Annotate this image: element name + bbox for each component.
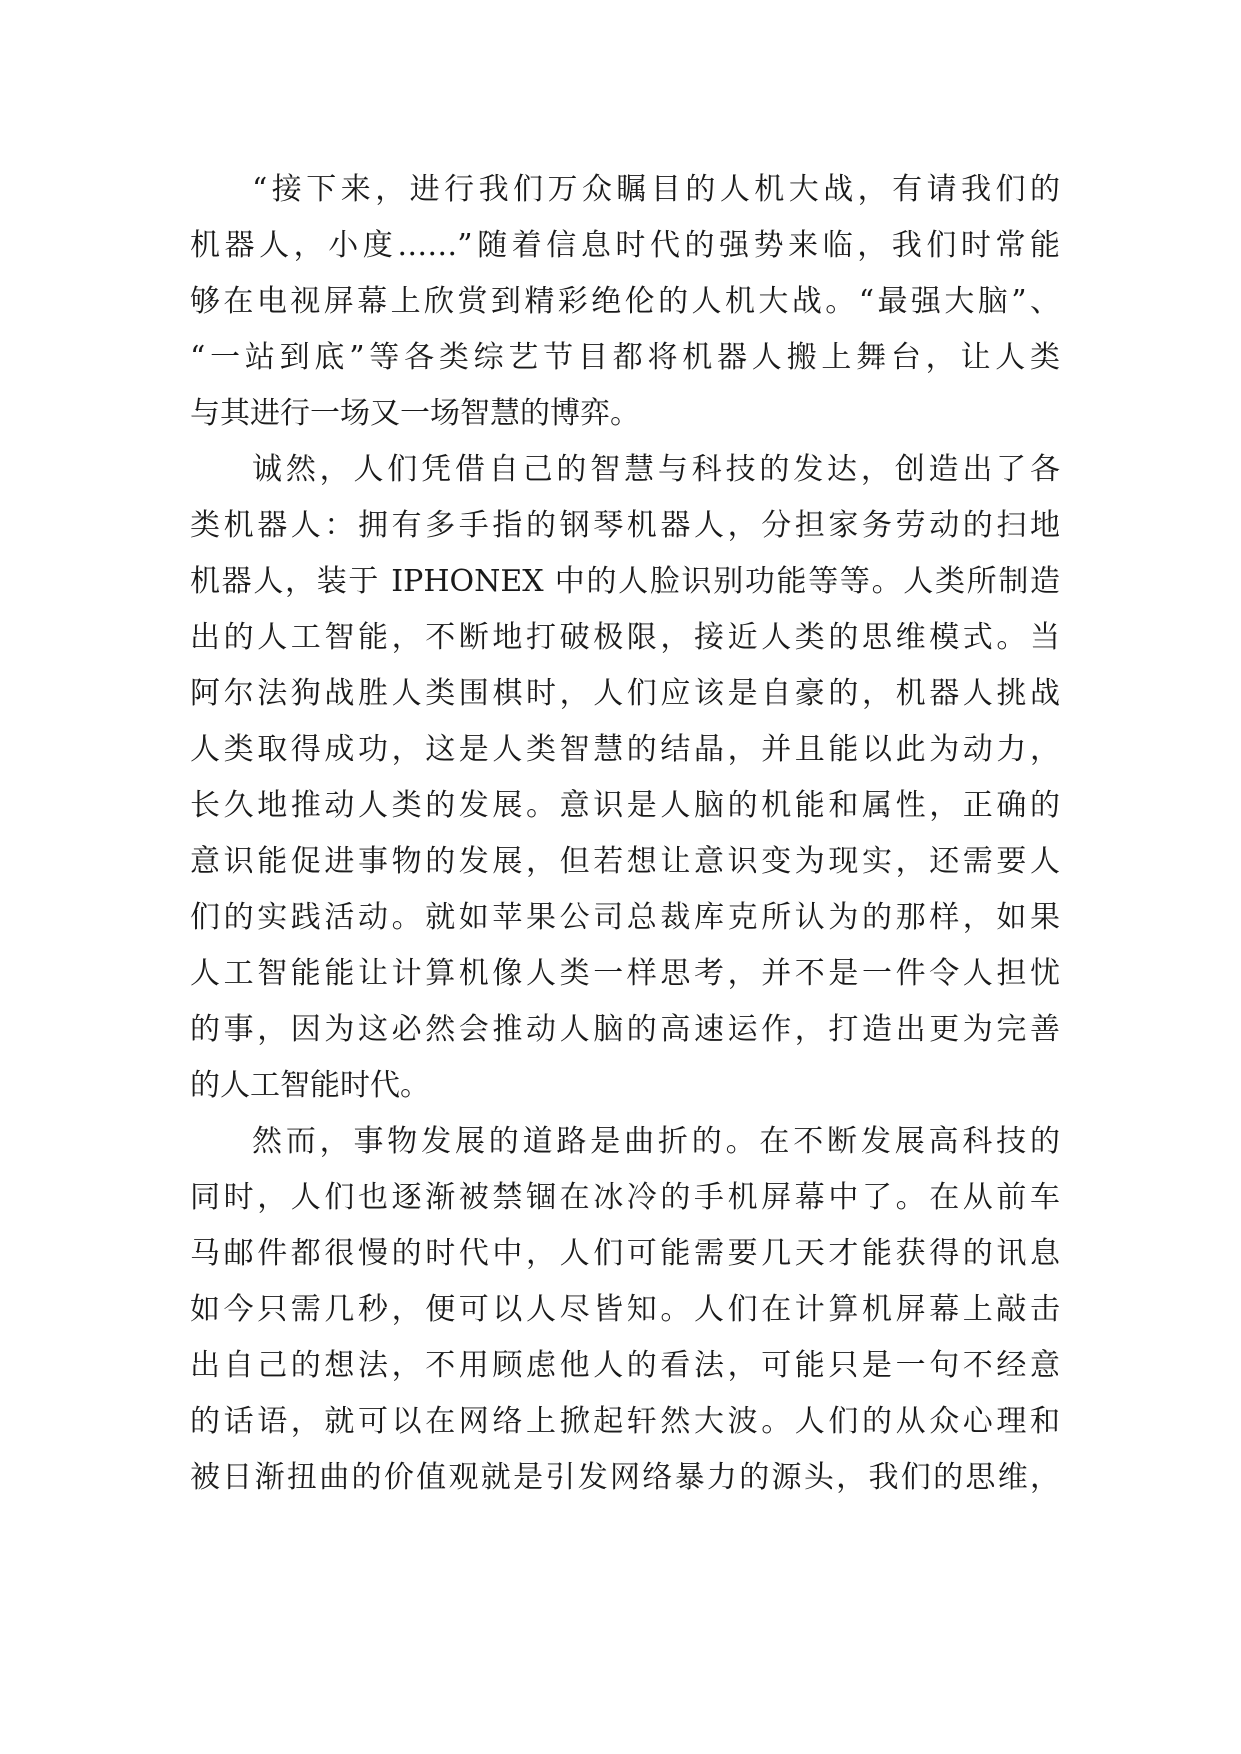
text-line: 的人工智能时代。 [190,1068,430,1103]
text-line: 的话语，就可以在网络上掀起轩然大波。人们的从众心理和 [190,1404,1060,1439]
text-line: 与其进行一场又一场智慧的博弈。 [190,396,640,431]
text-line: “一站到底”等各类综艺节目都将机器人搬上舞台，让人类 [190,340,1060,375]
text-line: 如今只需几秒，便可以人尽皆知。人们在计算机屏幕上敲击 [190,1292,1060,1327]
text-line: 阿尔法狗战胜人类围棋时，人们应该是自豪的，机器人挑战 [190,676,1060,711]
paragraph-2 [190,442,1060,1114]
text-line: 被日渐扭曲的价值观就是引发网络暴力的源头，我们的思维， [190,1460,1060,1495]
text-line: 出自己的想法，不用顾虑他人的看法，可能只是一句不经意 [190,1348,1060,1383]
text-line: 长久地推动人类的发展。意识是人脑的机能和属性，正确的 [190,788,1060,823]
text-line: 类机器人：拥有多手指的钢琴机器人，分担家务劳动的扫地 [190,508,1060,543]
text-line: 人类取得成功，这是人类智慧的结晶，并且能以此为动力， [190,732,1060,767]
text-line: 机器人，装于 IPHONEX 中的人脸识别功能等等。人类所制造 [190,564,1060,599]
text-line: 机器人，小度……”随着信息时代的强势来临，我们时常能 [190,228,1060,263]
text-line: 够在电视屏幕上欣赏到精彩绝伦的人机大战。“最强大脑”、 [190,284,1060,319]
text-line: 然而，事物发展的道路是曲折的。在不断发展高科技的 [252,1124,1060,1159]
text-line: “接下来，进行我们万众瞩目的人机大战，有请我们的 [252,172,1060,207]
body-text [190,162,1060,1506]
text-line: 们的实践活动。就如苹果公司总裁库克所认为的那样，如果 [190,900,1060,935]
text-line: 人工智能能让计算机像人类一样思考，并不是一件令人担忧 [190,956,1060,991]
paragraph-1 [190,162,1060,442]
text-line: 意识能促进事物的发展，但若想让意识变为现实，还需要人 [190,844,1060,879]
paragraph-3 [190,1114,1060,1506]
text-line: 出的人工智能，不断地打破极限，接近人类的思维模式。当 [190,620,1060,655]
text-line: 同时，人们也逐渐被禁锢在冰冷的手机屏幕中了。在从前车 [190,1180,1060,1215]
text-line: 诚然，人们凭借自己的智慧与科技的发达，创造出了各 [252,452,1060,487]
text-line: 的事，因为这必然会推动人脑的高速运作，打造出更为完善 [190,1012,1060,1047]
text-line: 马邮件都很慢的时代中，人们可能需要几天才能获得的讯息 [190,1236,1060,1271]
